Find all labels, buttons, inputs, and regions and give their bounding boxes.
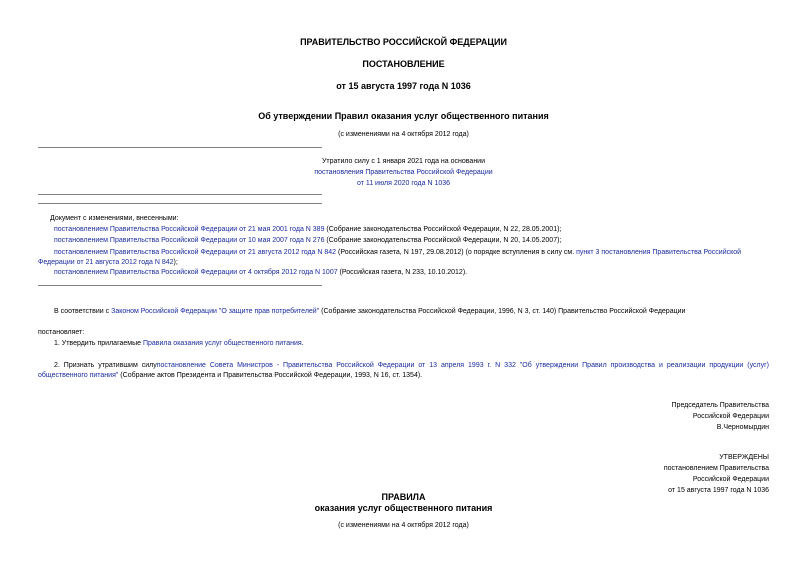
amendments-intro: Документ с изменениями, внесенными: xyxy=(50,215,179,222)
approved-by: постановлением Правительства xyxy=(663,465,769,472)
signatory-country: Российской Федерации xyxy=(692,413,769,420)
expiry-link-date[interactable]: от 11 июля 2020 года N 1036 xyxy=(356,180,451,187)
amendment-source: (Собрание законодательства Российской Федерации, N 20, 14.05.2007); xyxy=(324,237,562,244)
document-date-number: от 15 августа 1997 года N 1036 xyxy=(336,81,471,91)
repealed-decree-link[interactable]: постановление Совета Министров - Правительства Российской Федерации от 13 апреля 1993 г. N 332 "Об утверждении Правил производства и реализации продукции (услуг) общественного питания" xyxy=(38,362,770,379)
rules-title: ПРАВИЛА xyxy=(381,492,426,502)
divider xyxy=(38,147,322,148)
approved-date: от 15 августа 1997 года N 1036 xyxy=(668,487,769,494)
expiry-link[interactable]: постановления Правительства Российской Федерации xyxy=(314,169,493,176)
expiry-text: Утратило силу с 1 января 2021 года на основании xyxy=(321,158,486,165)
rules-link[interactable]: Правила оказания услуг общественного питания xyxy=(142,340,302,347)
amendment-source: (Собрание законодательства Российской Федерации, N 22, 28.05.2001); xyxy=(324,226,562,233)
amendment-item xyxy=(54,237,561,244)
amendment-link[interactable]: постановлением Правительства Российской Федерации от 4 октября 2012 года N 1007 xyxy=(54,269,338,276)
rules-subtitle: оказания услуг общественного питания xyxy=(314,503,493,513)
signatory-name: В.Черномырдин xyxy=(716,424,769,431)
consumer-law-link[interactable]: Законом Российской Федерации "О защите прав потребителей" xyxy=(111,308,320,315)
amendment-link[interactable]: постановлением Правительства Российской Федерации от 10 мая 2007 года N 276 xyxy=(54,237,325,244)
amendment-link[interactable]: постановлением Правительства Российской Федерации от 21 мая 2001 года N 389 xyxy=(54,226,325,233)
approved-country: Российской Федерации xyxy=(692,476,769,483)
preamble: В соответствии с Законом Российской Федерации "О защите прав потребителей" (Собрание законодательства Российской Федерации, 1996, N 3, ст. 140) Правительство Российской Федерации xyxy=(54,308,686,315)
item-1: 1. Утвердить прилагаемые Правила оказания услуг общественного питания. xyxy=(54,340,304,347)
rules-amended-note: (с изменениями на 4 октября 2012 года) xyxy=(338,522,469,529)
amendment-source: (Российская газета, N 197, 29.08.2012) (о порядке вступления в силу см. xyxy=(336,249,577,256)
approved-label: УТВЕРЖДЕНЫ xyxy=(719,454,769,461)
amendment-link[interactable]: постановлением Правительства Российской Федерации от 21 августа 2012 года N 842 xyxy=(54,249,337,256)
amendment-source: (Российская газета, N 233, 10.10.2012). xyxy=(337,269,468,276)
org-name: ПРАВИТЕЛЬСТВО РОССИЙСКОЙ ФЕДЕРАЦИИ xyxy=(300,37,507,47)
amendment-item xyxy=(54,269,467,276)
divider xyxy=(38,285,322,286)
amendment-link-entry-into-force[interactable]: пункт 3 постановления Правительства Российской Федерации от 21 августа 2012 года N 842 xyxy=(38,249,742,266)
signatory-title: Председатель Правительства xyxy=(671,402,769,409)
document-type: ПОСТАНОВЛЕНИЕ xyxy=(362,59,445,69)
amended-note: (с изменениями на 4 октября 2012 года) xyxy=(338,131,469,138)
decides: постановляет: xyxy=(38,329,85,336)
document-title: Об утверждении Правил оказания услуг общественного питания xyxy=(258,111,549,121)
divider xyxy=(38,194,322,195)
item-2: 2. Признать утратившим силупостановление Совета Министров - Правительства Российской Федерации от 13 апреля 1993 г. N 332 "Об утверждении Правил производства и реализации продукции (услуг) общественного питания" (Собрание актов Президента и Правительства Российской Федерации, 1993, N 16, ст. 1354). xyxy=(38,362,770,379)
amendment-item xyxy=(54,226,561,233)
amendment-source-end: ); xyxy=(173,259,178,266)
amendment-item xyxy=(38,248,769,268)
divider xyxy=(38,203,322,204)
